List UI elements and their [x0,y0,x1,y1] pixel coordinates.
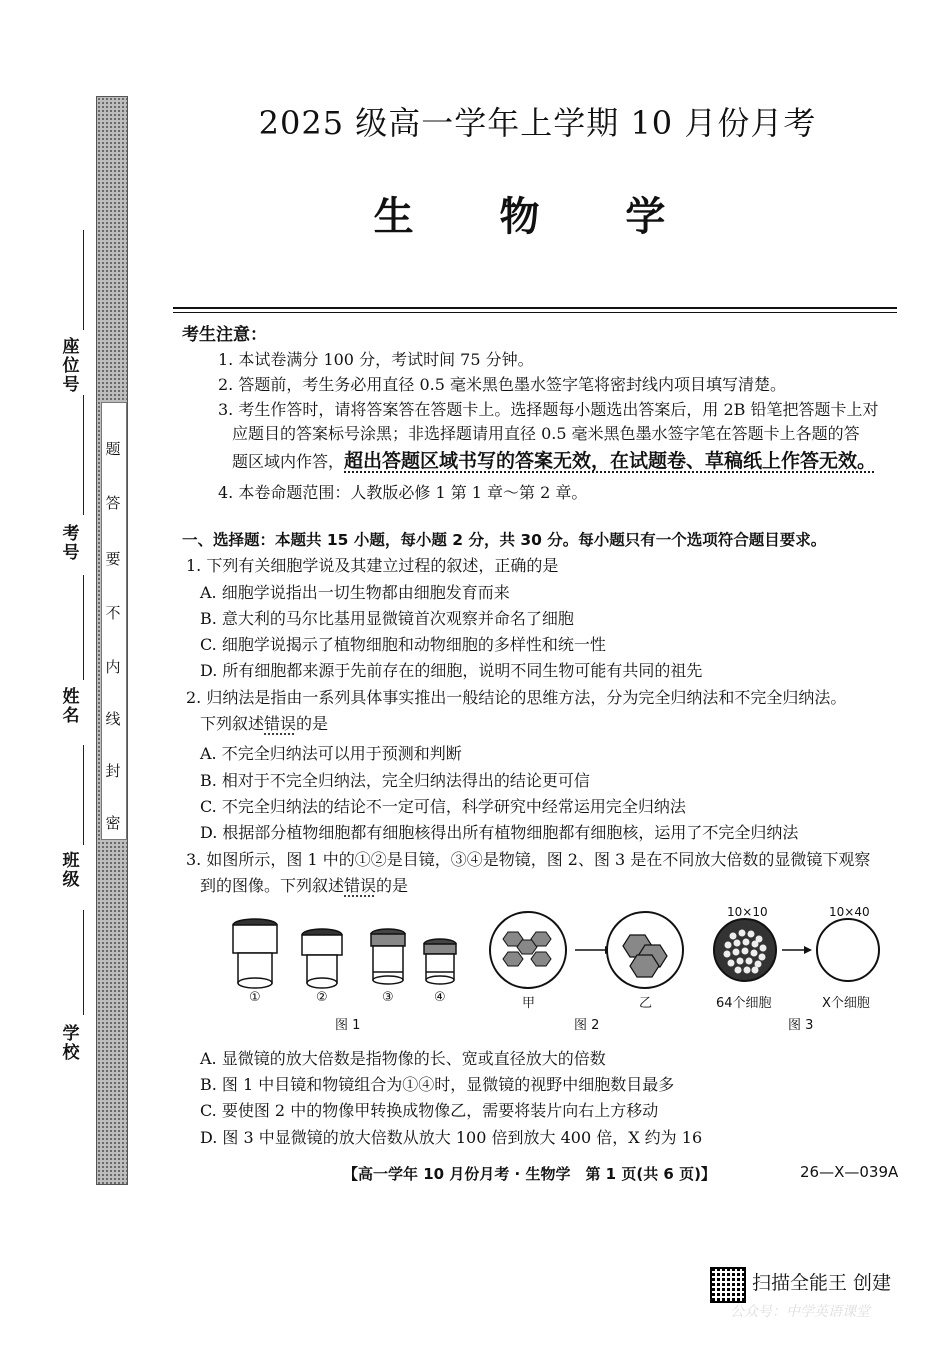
qr-code-icon [710,1267,746,1303]
question-stem-cont [200,711,328,734]
stem-emphasis: 错误 [344,876,377,895]
seal-char: 封 [105,762,121,780]
lens-label: ② [316,990,328,1005]
header-rule [173,307,897,309]
view-yi [607,912,683,988]
lens-label: ④ [434,990,446,1005]
fig2-label: 乙 [639,996,653,1011]
question-stem: 1. 下列有关细胞学说及其建立过程的叙述，正确的是 [186,556,559,575]
fig3-label: 64个细胞 [716,996,772,1011]
fig3-label: X个细胞 [822,996,870,1011]
seat-number-label: 座 位 号 [62,337,80,395]
option: C. 要使图 2 中的物像甲转换成物像乙，需要将装片向右上方移动 [200,1101,659,1120]
notice-title: 考生注意： [182,325,267,345]
class-label: 班 级 [62,851,80,890]
question-stem: 3. 如图所示，图 1 中的①②是目镜，③④是物镜，图 2、图 3 是在不同放大倍数的显微镜下观察 [186,850,871,869]
stem-emphasis: 错误 [264,714,297,733]
page-footer: 【高一学年 10 月份月考 · 生物学 第 1 页(共 6 页)】 [343,1165,716,1183]
seal-char: 题 [105,440,121,458]
option: B. 图 1 中目镜和物镜组合为①④时，显微镜的视野中细胞数目最多 [200,1075,675,1094]
school-label: 学 校 [62,1024,80,1063]
stem-text: 的是 [296,714,329,733]
seal-char: 不 [105,604,121,622]
seat-number-field[interactable] [83,230,84,330]
lens-1 [233,919,277,988]
lens-label: ① [249,990,261,1005]
lens-3 [371,929,405,984]
name-field[interactable] [83,575,84,680]
question-stem-cont [200,873,408,896]
exam-title: 生 物 学 [373,194,702,240]
stem-text: 的是 [376,876,409,895]
fig1-caption: 图 1 [335,1018,361,1033]
option: D. 所有细胞都来源于先前存在的细胞，说明不同生物可能有共同的祖先 [200,661,703,680]
lens-2 [302,929,342,988]
option: C. 不完全归纳法的结论不一定可信，科学研究中经常运用完全归纳法 [200,797,686,816]
exam-subtitle: 2025 级高一学年上学期 10 月份月考 [258,104,817,142]
watermark: 公众号：中学英语课堂 [730,1304,870,1320]
notice-item-prefix: 题区域内作答， [232,452,345,471]
option: B. 意大利的马尔比基用显微镜首次观察并命名了细胞 [200,609,574,628]
notice-item: 4. 本卷命题范围：人教版必修 1 第 1 章～第 2 章。 [218,483,588,502]
header-rule [173,312,897,313]
scanner-credit: 扫描全能王 创建 [752,1272,892,1294]
seal-char: 要 [105,550,121,568]
cells-yi [623,935,667,977]
lens-label: ③ [382,990,394,1005]
seal-char: 答 [105,494,121,512]
notice-item: 3. 考生作答时，请将答案答在答题卡上。选择题每小题选出答案后，用 2B 铅笔把答题卡上对 [218,400,879,419]
paper-code: 26—X—039A [800,1163,899,1181]
question-stem: 2. 归纳法是指由一系列具体事实推出一般结论的思维方法，分为完全归纳法和不完全归纳法。 [186,688,847,707]
option: A. 不完全归纳法可以用于预测和判断 [200,744,462,763]
name-label: 姓 名 [62,687,80,726]
seal-char: 内 [105,658,121,676]
notice-item: 2. 答题前，考生务必用直径 0.5 毫米黑色墨水签字笔将密封线内项目填写清楚。 [218,375,786,394]
fig3-caption: 图 3 [788,1018,814,1033]
option: C. 细胞学说揭示了植物细胞和动物细胞的多样性和统一性 [200,635,606,654]
view-x [817,919,879,981]
exam-number-label: 考 号 [62,524,80,563]
notice-item: 1. 本试卷满分 100 分，考试时间 75 分钟。 [218,350,534,369]
seal-char: 线 [105,710,121,728]
cells-jia [503,932,551,966]
notice-item-line [232,446,876,473]
view-64 [714,919,776,981]
exam-number-field[interactable] [83,395,84,515]
section-heading: 一、选择题：本题共 15 小题，每小题 2 分，共 30 分。每小题只有一个选项符合题目要求。 [182,531,827,549]
fig3-mag: 10×10 [727,905,768,919]
fig3-mag: 10×40 [829,905,870,919]
stem-text: 到的图像。下列叙述 [200,876,345,895]
class-field[interactable] [83,745,84,845]
notice-item: 应题目的答案标号涂黑；非选择题请用直径 0.5 毫米黑色墨水签字笔在答题卡上各题的答 [232,424,860,443]
fig2-caption: 图 2 [574,1018,600,1033]
option: D. 根据部分植物细胞都有细胞核得出所有植物细胞都有细胞核，运用了不完全归纳法 [200,823,799,842]
lens-4 [424,939,456,984]
notice-emphasis: 超出答题区域书写的答案无效，在试题卷、草稿纸上作答无效。 [344,450,877,472]
fig2-label: 甲 [522,996,536,1011]
option: B. 相对于不完全归纳法，完全归纳法得出的结论更可信 [200,771,590,790]
option: D. 图 3 中显微镜的放大倍数从放大 100 倍到放大 400 倍，X 约为 16 [200,1128,703,1147]
stem-text: 下列叙述 [200,714,265,733]
option: A. 显微镜的放大倍数是指物像的长、宽或直径放大的倍数 [200,1049,606,1068]
option: A. 细胞学说指出一切生物都由细胞发育而来 [200,583,510,602]
view-jia [490,912,566,988]
school-field[interactable] [83,910,84,1015]
seal-char: 密 [105,814,121,832]
